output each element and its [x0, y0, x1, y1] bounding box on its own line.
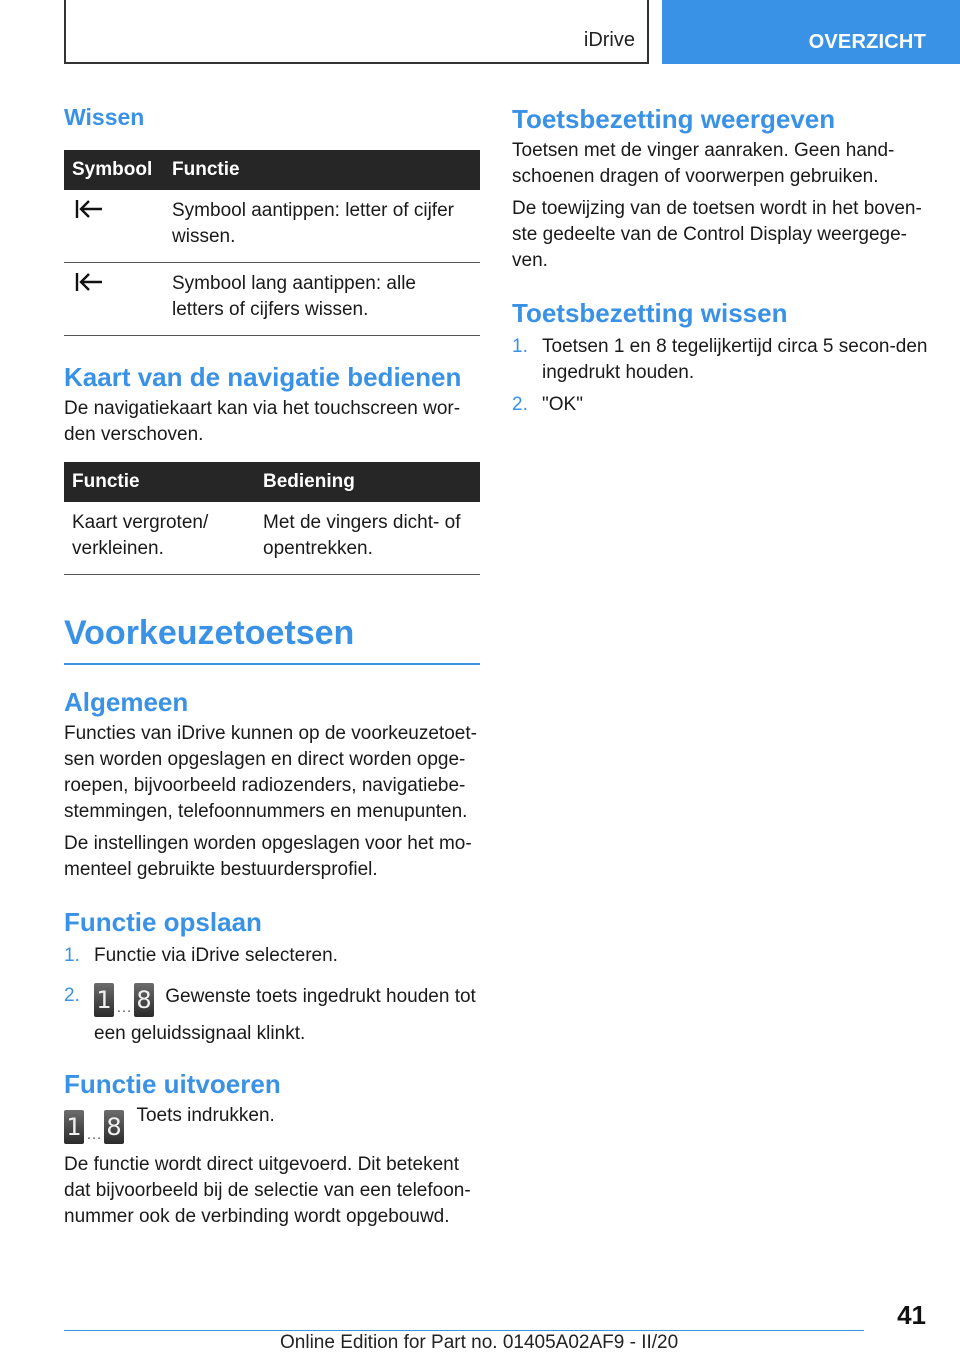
- voorkeuze-heading: Voorkeuzetoetsen: [64, 609, 480, 665]
- table-header-cell: Functie: [164, 150, 480, 190]
- step-number: 1.: [64, 945, 80, 966]
- table-row: [64, 190, 480, 263]
- backspace-icon: [74, 271, 104, 293]
- uitvoeren-heading: Functie uitvoeren: [64, 1069, 281, 1099]
- page-number: 41: [897, 1300, 926, 1330]
- preset-key-1-icon: 1: [94, 983, 114, 1017]
- table-cell-symbol: [64, 190, 164, 263]
- bezetting-wissen-heading: Toetsbezetting wissen: [512, 298, 788, 328]
- edition-text: Online Edition for Part no. 01405A02AF9 - II/20: [280, 1332, 679, 1353]
- algemeen-paragraph-1: Functies van iDrive kunnen op de voorkeuzetoet-sen worden opgeslagen en direct worden opge-roepen, bijvoorbeeld radiozenders, navigatiebe-stemmingen, telefoonnummers en menupunten.: [64, 723, 477, 822]
- uitvoeren-text: Toets indrukken.: [136, 1105, 275, 1126]
- step-number: 1.: [512, 336, 528, 357]
- list-item: [512, 392, 928, 418]
- opslaan-steps: [64, 943, 480, 1047]
- chapter-tab[interactable]: [662, 0, 960, 64]
- weergeven-paragraph-2: De toewijzing van de toetsen wordt in het boven-ste gedeelte van de Control Display weergege-ven.: [512, 198, 922, 271]
- table-cell-text: Met de vingers dicht- of opentrekken.: [255, 502, 480, 575]
- header-section-box: [64, 0, 649, 64]
- table-cell-text: Symbool aantippen: letter of cijfer wissen.: [164, 190, 480, 263]
- uitvoeren-paragraph: De functie wordt direct uitgevoerd. Dit betekent dat bijvoorbeeld bij de selectie van een telefoon-nummer ook de verbinding wordt opgebouwd.: [64, 1154, 471, 1227]
- table-header-cell: Symbool: [64, 150, 164, 190]
- section-title: iDrive: [583, 29, 635, 51]
- step-text: Functie via iDrive selecteren.: [94, 945, 338, 966]
- list-item: [64, 943, 480, 969]
- footer-divider: [64, 1330, 864, 1331]
- weergeven-paragraph-1: Toetsen met de vinger aanraken. Geen hand-schoenen dragen of voorwerpen gebruiken.: [512, 140, 895, 187]
- table-header-cell: Functie: [64, 462, 255, 502]
- preset-key-8-icon: 8: [104, 1110, 124, 1144]
- kaart-table: [64, 462, 480, 575]
- list-item: [64, 983, 480, 1047]
- kaart-heading: Kaart van de navigatie bedienen: [64, 362, 462, 392]
- kaart-intro: De navigatiekaart kan via het touchscreen wor-den verschoven.: [64, 398, 461, 445]
- table-header-cell: Bediening: [255, 462, 480, 502]
- table-cell-text: Kaart vergroten/ verkleinen.: [64, 502, 255, 575]
- table-row: [64, 502, 480, 575]
- step-number: 2.: [64, 985, 80, 1006]
- chapter-title: OVERZICHT: [808, 31, 926, 53]
- step-text: Gewenste toets ingedrukt houden tot een geluidssignaal klinkt.: [94, 986, 476, 1044]
- weergeven-heading: Toetsbezetting weergeven: [512, 104, 836, 134]
- ellipsis: …: [116, 999, 132, 1016]
- step-text: Toetsen 1 en 8 tegelijkertijd circa 5 secon-den ingedrukt houden.: [542, 336, 928, 383]
- bezetting-wissen-steps: [512, 334, 928, 418]
- opslaan-heading: Functie opslaan: [64, 907, 262, 937]
- ellipsis: …: [86, 1126, 102, 1143]
- algemeen-paragraph-2: De instellingen worden opgeslagen voor het mo-menteel gebruikte bestuurdersprofiel.: [64, 833, 472, 880]
- table-row: [64, 263, 480, 336]
- step-number: 2.: [512, 394, 528, 415]
- table-header-row: [64, 462, 480, 502]
- algemeen-heading: Algemeen: [64, 687, 189, 717]
- wissen-table: [64, 150, 480, 336]
- backspace-icon: [74, 198, 104, 220]
- left-column: [64, 100, 480, 1230]
- wissen-heading: Wissen: [64, 104, 145, 130]
- right-column: [512, 100, 928, 418]
- uitvoeren-line: [64, 1105, 480, 1144]
- table-cell-text: Symbool lang aantippen: alle letters of cijfers wissen.: [164, 263, 480, 336]
- list-item: [512, 334, 928, 386]
- table-header-row: [64, 150, 480, 190]
- table-cell-symbol: [64, 263, 164, 336]
- step-text: "OK": [542, 394, 583, 415]
- preset-key-8-icon: 8: [134, 983, 154, 1017]
- preset-key-1-icon: 1: [64, 1110, 84, 1144]
